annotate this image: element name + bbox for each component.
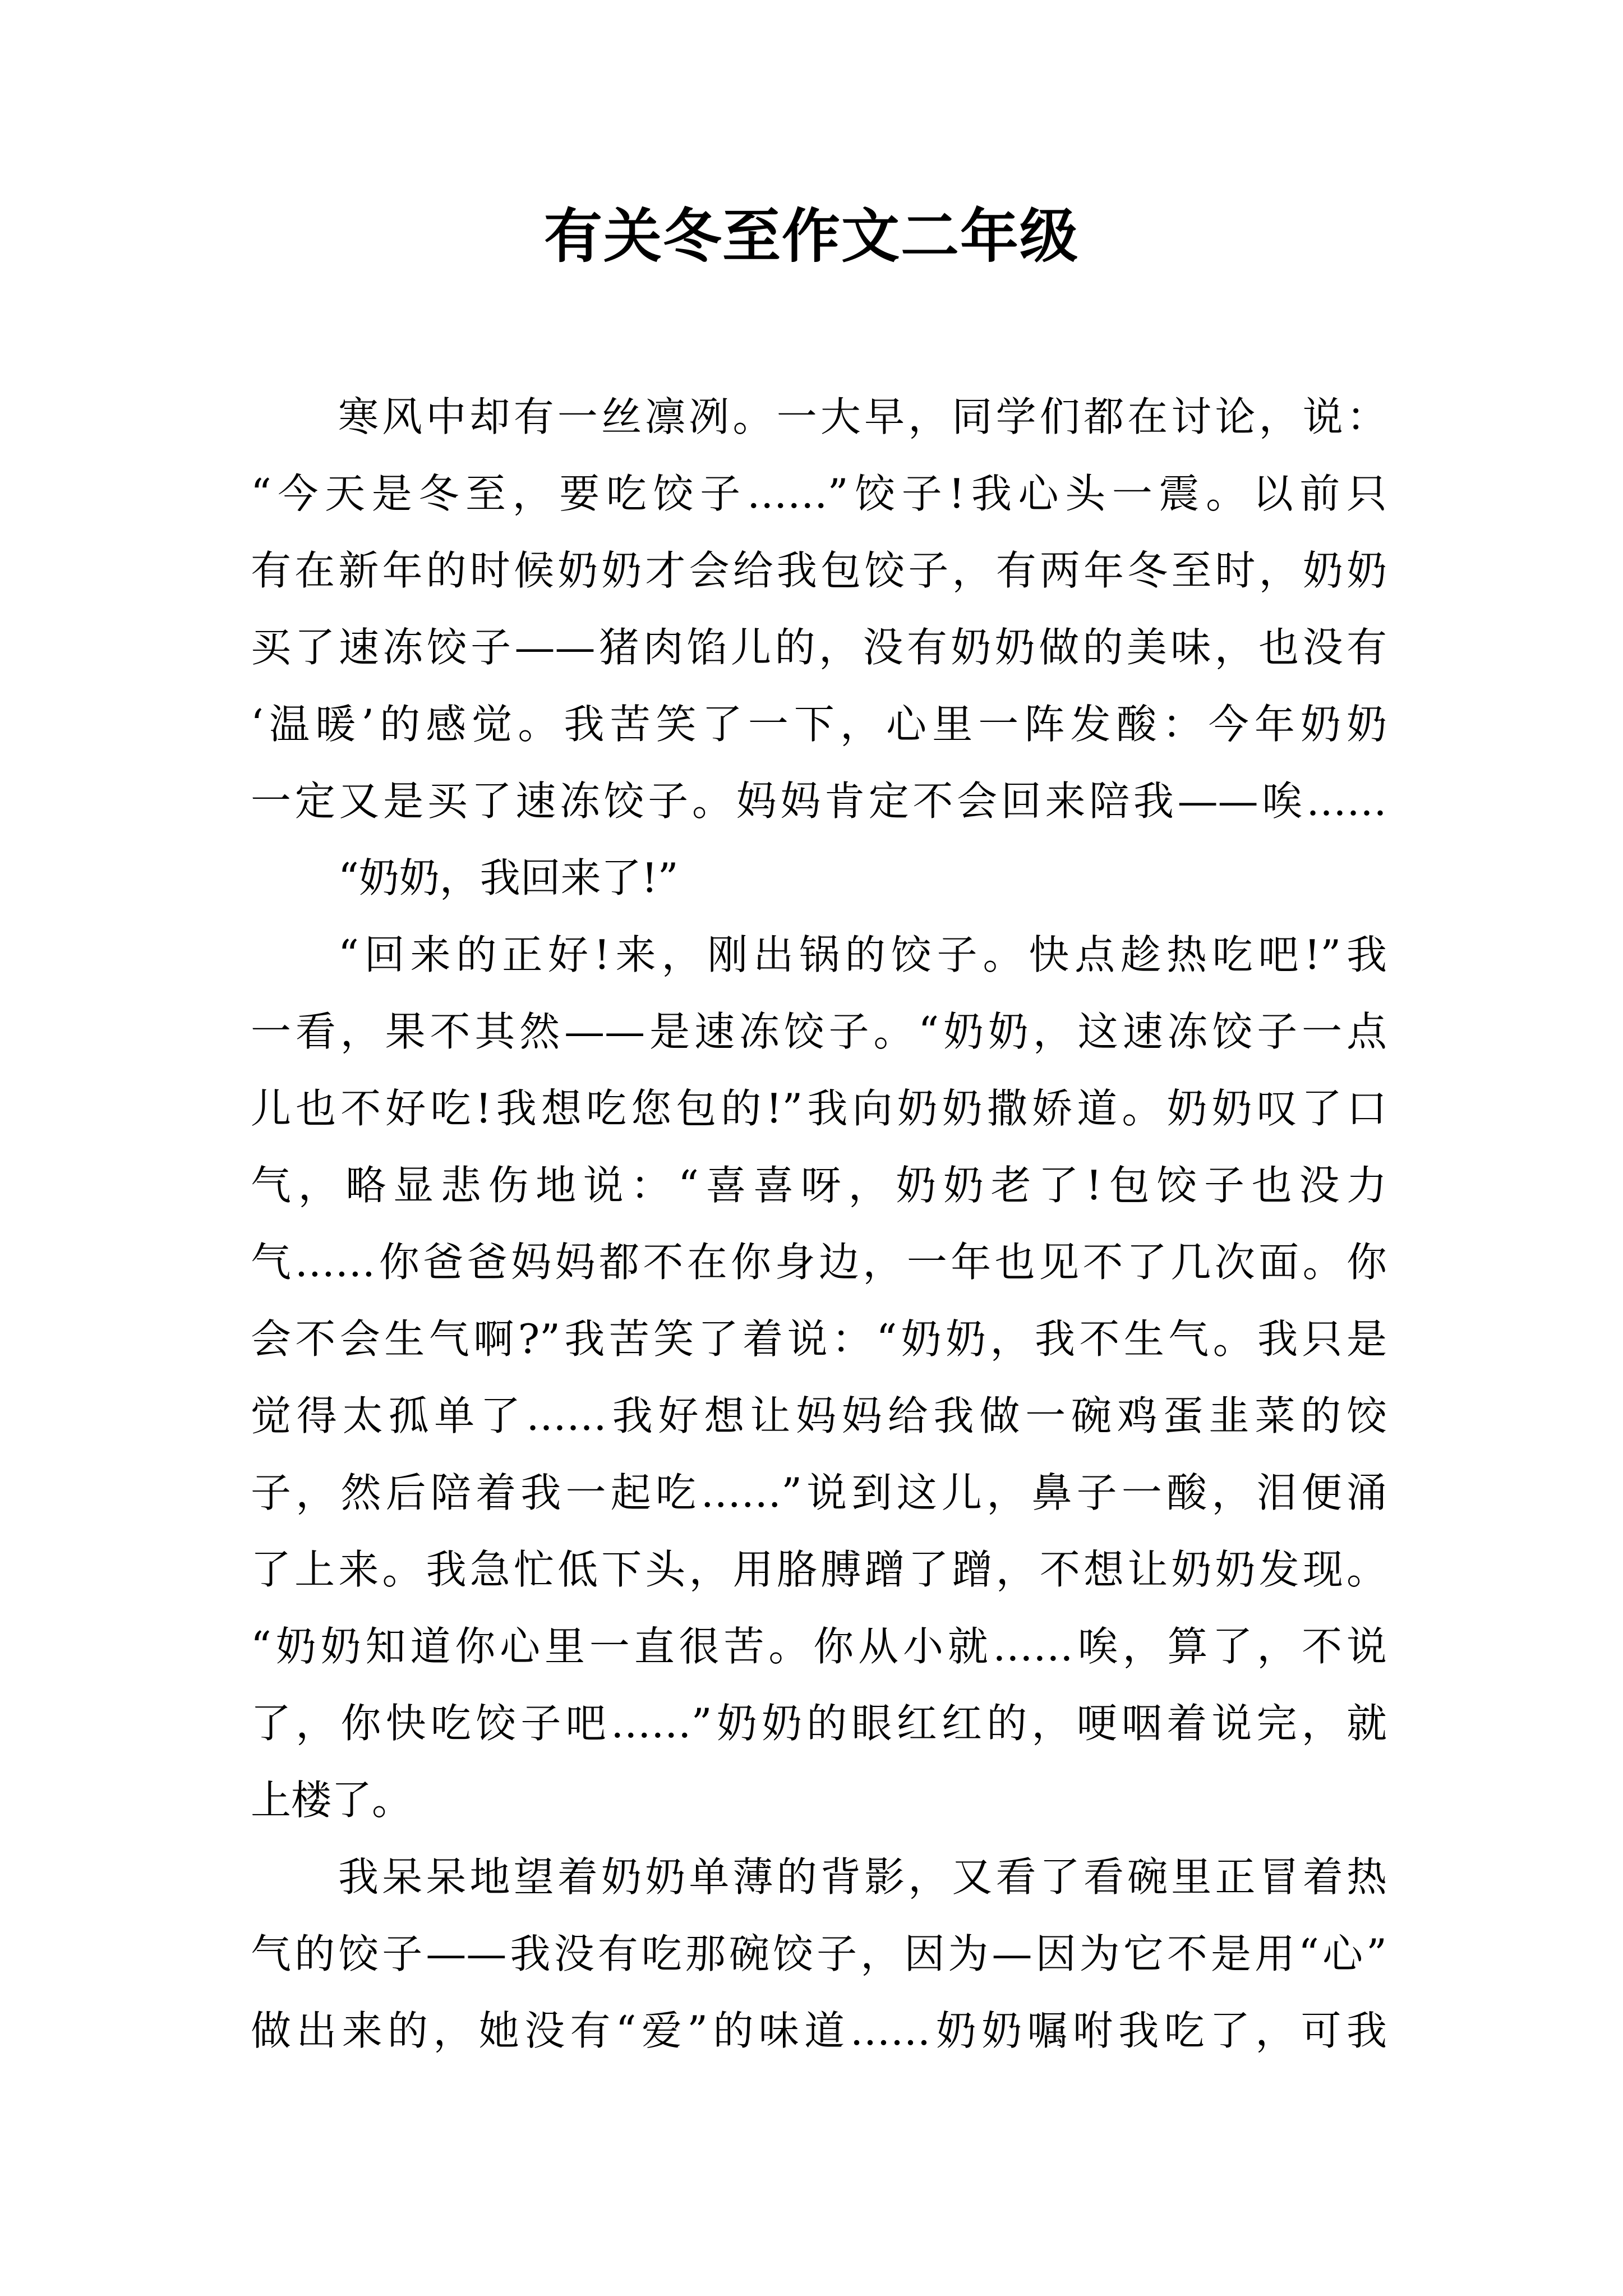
text-line: 了上来。我急忙低下头，用胳膊蹭了蹭，不想让奶奶发现。: [251, 1546, 1387, 1593]
text-line: 做出来的，她没有“爱”的味道……奶奶嘱咐我吃了，可我: [251, 2007, 1387, 2054]
text-line: “奶奶，我回来了!”: [338, 854, 679, 901]
text-line: 有在新年的时候奶奶才会给我包饺子，有两年冬至时，奶奶: [251, 547, 1387, 594]
text-line: ‘温暖’的感觉。我苦笑了一下，心里一阵发酸：今年奶奶: [251, 701, 1387, 748]
text-line: 觉得太孤单了……我好想让妈妈给我做一碗鸡蛋韭菜的饺: [251, 1392, 1387, 1439]
text-line: “回来的正好!来，刚出锅的饺子。快点趁热吃吧!”我: [338, 931, 1387, 978]
text-line: 气，略显悲伤地说：“喜喜呀，奶奶老了!包饺子也没力: [251, 1162, 1387, 1209]
paragraph: [251, 840, 1387, 917]
text-line: 气的饺子——我没有吃那碗饺子，因为—因为它不是用“心”: [251, 1930, 1387, 1977]
text-line: “奶奶知道你心里一直很苦。你从小就……唉，算了，不说: [251, 1623, 1387, 1670]
text-line: 了，你快吃饺子吧……”奶奶的眼红红的，哽咽着说完，就: [251, 1700, 1387, 1747]
text-line: 一定又是买了速冻饺子。妈妈肯定不会回来陪我——唉……: [251, 777, 1387, 825]
paragraph: [251, 917, 1387, 1839]
text-line: 上楼了。: [251, 1777, 413, 1824]
text-line: 儿也不好吃!我想吃您包的!”我向奶奶撒娇道。奶奶叹了口: [251, 1085, 1387, 1132]
text-line: 子，然后陪着我一起吃……”说到这儿，鼻子一酸，泪便涌: [251, 1469, 1387, 1516]
text-line: 寒风中却有一丝凛冽。一大早，同学们都在讨论，说：: [338, 393, 1387, 440]
text-line: “今天是冬至，要吃饺子……”饺子!我心头一震。以前只: [251, 470, 1387, 517]
text-line: 一看，果不其然——是速冻饺子。“奶奶，这速冻饺子一点: [251, 1008, 1387, 1055]
document-body: [251, 379, 1387, 2069]
text-line: 买了速冻饺子——猪肉馅儿的，没有奶奶做的美味，也没有: [251, 624, 1387, 671]
text-line: 气……你爸爸妈妈都不在你身边，一年也见不了几次面。你: [251, 1239, 1387, 1286]
document-title: 有关冬至作文二年级: [543, 201, 1079, 270]
text-line: 我呆呆地望着奶奶单薄的背影，又看了看碗里正冒着热: [338, 1853, 1387, 1901]
paragraph: [251, 1839, 1387, 2069]
text-line: 会不会生气啊?”我苦笑了着说：“奶奶，我不生气。我只是: [251, 1315, 1387, 1363]
paragraph: [251, 379, 1387, 840]
